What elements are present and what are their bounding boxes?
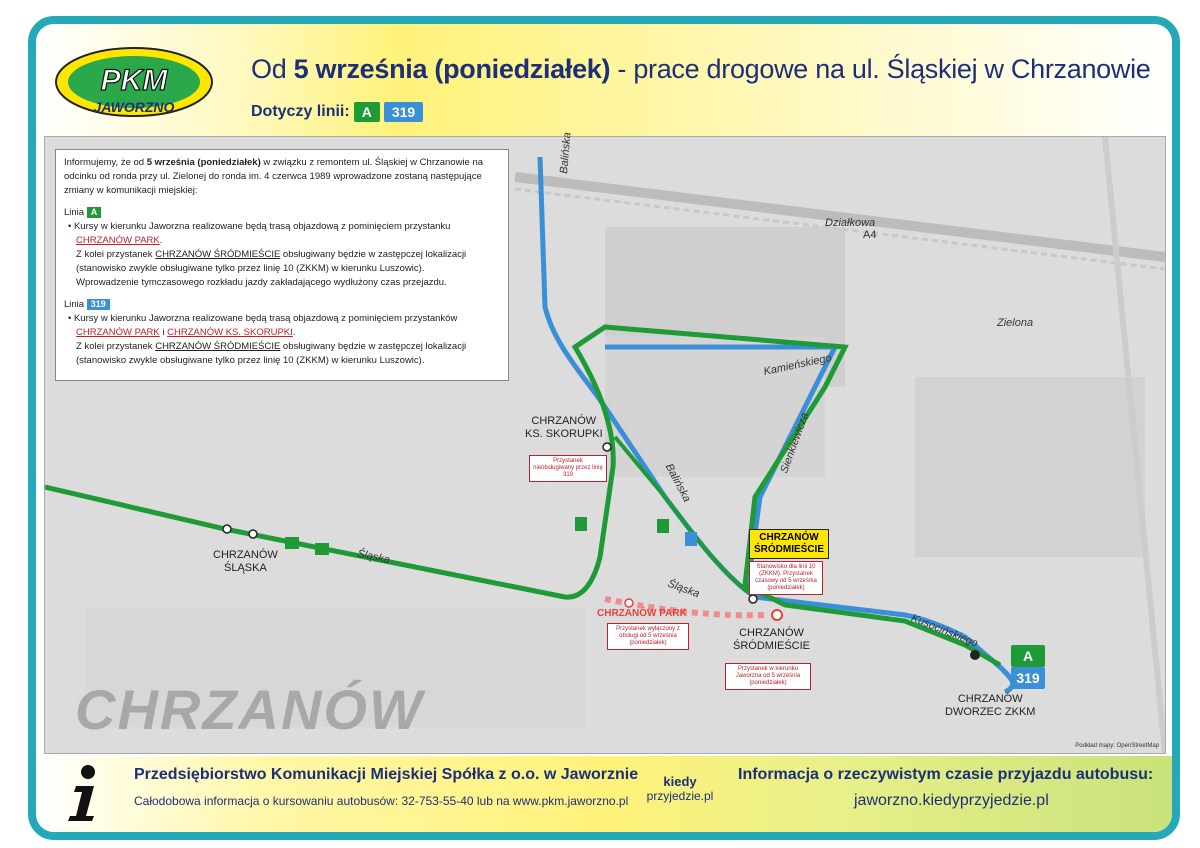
street-kusocinskiego: Kusocińskiego (909, 612, 980, 650)
stop-marker-park (625, 599, 633, 607)
realtime-link[interactable]: jaworzno.kiedyprzyjedzie.pl (854, 792, 1049, 809)
kiedyprzyjedzie-logo: kiedy przyjedzie.pl (646, 774, 714, 803)
street-slaska-east: Śląska (665, 577, 702, 601)
info-line-a-heading: Linia A (64, 206, 500, 220)
logo-bottom: JAWORZNO (93, 99, 175, 115)
logo-top: PKM (100, 64, 168, 97)
street-kamienskiego: Kamieńskiego (762, 351, 833, 379)
stop-label-dworzec: CHRZANÓW DWORZEC ZKKM (945, 693, 1036, 718)
stop-marker-skorupki (603, 443, 611, 451)
pkm-logo (52, 42, 216, 120)
stop-marker-slaska-2 (249, 530, 257, 538)
note-yellow: Stanowisko dla linii 10 (ZKKM). Przystanek czasowy od 5 września (poniedziałek) (749, 561, 823, 595)
stop-label-srodmiescie: CHRZANÓW ŚRÓDMIEŚCIE (733, 627, 811, 652)
street-balinska: Balińska (662, 461, 693, 505)
info-icon (64, 764, 104, 822)
terminal-line-319: 319 (1011, 667, 1045, 689)
info-line-319-heading: Linia 319 (64, 298, 500, 312)
info-line-a-text: • Kursy w kierunku Jaworzna realizowane będą trasą objazdową z pominięciem przystanku CHRZANÓW PARK. Z kolei przystanek CHRZANÓW ŚRÓDMIEŚCIE obsługiwany będzie w zastępczej lokalizacji (stanowisko zwykle obsługiwane tylko przez linię 10 (ZKKM) w kierunku Luszowic). Wprowadzenie tymczasowego rozkładu jazdy zakładającego wydłużony czas przejazdu. (68, 221, 467, 288)
info-line-319-text: • Kursy w kierunku Jaworzna realizowane będą trasą objazdową z pominięciem przystanków CHRZANÓW PARK i CHRZANÓW KS. SKORUPKI. Z kolei przystanek CHRZANÓW ŚRÓDMIEŚCIE obsługiwany będzie w zastępczej lokalizacji (stanowisko zwykle obsługiwane tylko przez linię 10 (ZKKM) w kierunku Luszowic). (68, 313, 467, 366)
street-balinska-north: Balińska (558, 131, 574, 175)
stop-marker-slaska-1 (223, 525, 231, 533)
contact-info: Całodobowa informacja o kursowaniu autobusów: 32-753-55-40 lub na www.pkm.jaworzno.pl (134, 794, 629, 808)
street-slaska: Śląska (356, 547, 391, 567)
affected-lines (251, 102, 423, 122)
info-panel (55, 149, 509, 381)
header (36, 24, 1172, 136)
stop-marker-dworzec (970, 650, 980, 660)
company-name: Przedsiębiorstwo Komunikacji Miejskiej Spółka z o.o. w Jaworznie (134, 766, 639, 783)
line-319-badge: 319 (384, 102, 423, 122)
stop-marker-srodmiescie (749, 595, 757, 603)
note-park: Przystanek wyłączony z obsługi od 5 września (poniedziałek) (607, 623, 689, 650)
map (44, 131, 1166, 754)
line-a-badge: A (354, 102, 380, 122)
page-title: Od 5 września (poniedziałek) - prace drogowe na ul. Śląskiej w Chrzanowie (251, 54, 1151, 84)
stop-label-slaska: CHRZANÓW ŚLĄSKA (213, 549, 278, 574)
note-skorupki: Przystanek nieobsługiwany przez linię 319 (529, 455, 607, 482)
terminal-line-a: A (1011, 645, 1045, 667)
city-name: CHRZANÓW (75, 678, 424, 741)
footer (36, 756, 1172, 832)
map-attribution: Podkład mapy: OpenStreetMap (1075, 743, 1159, 749)
lines-label: Dotyczy linii: (251, 103, 350, 120)
street-dzialkowa: Działkowa (825, 217, 876, 229)
terminal-lines (1011, 645, 1045, 689)
street-zielona: Zielona (997, 317, 1034, 329)
info-intro: Informujemy, że od 5 września (poniedziałek) w związku z remontem ul. Śląskiej w Chrzanowie na odcinku od ronda przy ul. Zielonej do ronda im. 4 czerwca 1989 wprowadzone zostaną następujące zmiany w komunikacji miejskiej: (64, 157, 484, 196)
realtime-heading: Informacja o rzeczywistym czasie przyjazdu autobusu: (738, 766, 1154, 783)
stop-label-park: CHRZANÓW PARK (597, 608, 687, 619)
stop-label-srodmiescie-temp: CHRZANÓW ŚRÓDMIEŚCIE (749, 529, 829, 559)
highway-a4-label: A4 (863, 229, 877, 241)
street-sienkiewicza: Sienkiewicza (778, 411, 812, 475)
note-srodmiescie: Przystanek w kierunku Jaworzna od 5 września (poniedziałek) (725, 663, 811, 690)
stop-label-skorupki: CHRZANÓW KS. SKORUPKI (525, 415, 603, 440)
notice-frame (28, 16, 1180, 840)
stop-marker-closed (772, 610, 782, 620)
